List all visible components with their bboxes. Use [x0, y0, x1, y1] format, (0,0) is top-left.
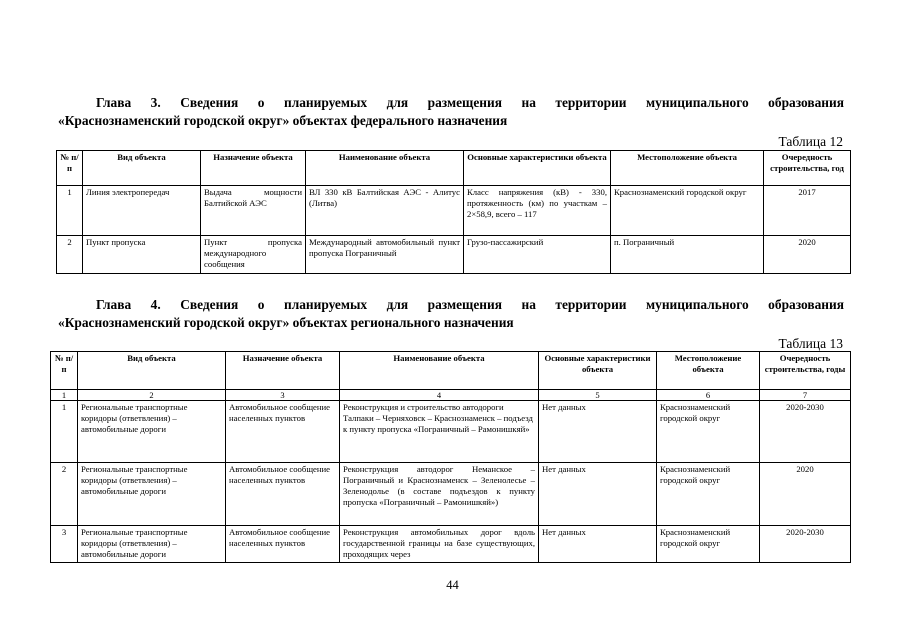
row-location: Краснознаменский городской округ	[657, 463, 760, 526]
table-row	[51, 526, 851, 563]
row-name: Реконструкция автомобильных дорог вдоль государственной границы на базе существующих, проходящих через	[340, 526, 539, 563]
chapter-4-heading-line2: «Краснознаменский городской округ» объектах регионального назначения	[58, 315, 514, 330]
header-location: Местоположение объекта	[657, 352, 760, 390]
row-year: 2017	[764, 186, 851, 236]
chapter-4-heading-line1: Глава 4. Сведения о планируемых для размещения на территории муниципального образования	[96, 297, 844, 312]
row-num: 3	[51, 526, 78, 563]
row-characteristics: Нет данных	[539, 526, 657, 563]
chapter-3-heading-line1: Глава 3. Сведения о планируемых для размещения на территории муниципального образования	[96, 95, 844, 110]
header-num: № п/п	[51, 352, 78, 390]
row-num: 2	[51, 463, 78, 526]
col-number: 2	[78, 390, 226, 401]
row-name: Реконструкция и строительство автодороги Талпаки – Черняховск – Краснознаменск – подъезд к пункту пропуска «Пограничный – Рамонишкяй»	[340, 401, 539, 463]
row-purpose: Автомобильное сообщение населенных пунктов	[226, 526, 340, 563]
row-purpose: Выдача мощности Балтийской АЭС	[201, 186, 306, 236]
col-number: 1	[51, 390, 78, 401]
row-characteristics: Нет данных	[539, 401, 657, 463]
header-type: Вид объекта	[83, 151, 201, 186]
row-type: Пункт пропуска	[83, 236, 201, 274]
header-year: Очередность строительства, год	[764, 151, 851, 186]
row-location: Краснознаменский городской округ	[657, 401, 760, 463]
row-name: Международный автомобильный пункт пропуска Пограничный	[306, 236, 464, 274]
row-year: 2020	[760, 463, 851, 526]
row-location: Краснознаменский городской округ	[611, 186, 764, 236]
row-year: 2020	[764, 236, 851, 274]
row-purpose: Автомобильное сообщение населенных пунктов	[226, 401, 340, 463]
row-num: 1	[51, 401, 78, 463]
row-year: 2020-2030	[760, 526, 851, 563]
header-characteristics: Основные характеристики объекта	[464, 151, 611, 186]
row-name: ВЛ 330 кВ Балтийская АЭС - Алитус (Литва)	[306, 186, 464, 236]
header-characteristics: Основные характеристики объекта	[539, 352, 657, 390]
header-purpose: Назначение объекта	[226, 352, 340, 390]
row-location: Краснознаменский городской округ	[657, 526, 760, 563]
table-12-header-row	[57, 151, 851, 186]
row-year: 2020-2030	[760, 401, 851, 463]
row-location: п. Пограничный	[611, 236, 764, 274]
table-12	[56, 150, 851, 274]
header-location: Местоположение объекта	[611, 151, 764, 186]
col-number: 4	[340, 390, 539, 401]
header-num: № п/п	[57, 151, 83, 186]
row-type: Региональные транспортные коридоры (ответвления) – автомобильные дороги	[78, 401, 226, 463]
row-num: 2	[57, 236, 83, 274]
row-purpose: Пункт пропуска международного сообщения	[201, 236, 306, 274]
row-characteristics: Нет данных	[539, 463, 657, 526]
col-number: 7	[760, 390, 851, 401]
row-type: Региональные транспортные коридоры (ответвления) – автомобильные дороги	[78, 526, 226, 563]
table-row	[57, 236, 851, 274]
table-row	[51, 401, 851, 463]
header-year: Очередность строительства, годы	[760, 352, 851, 390]
row-num: 1	[57, 186, 83, 236]
header-purpose: Назначение объекта	[201, 151, 306, 186]
row-characteristics: Класс напряжения (кВ) - 330, протяженность (км) по участкам – 2×58,9, всего – 117	[464, 186, 611, 236]
row-purpose: Автомобильное сообщение населенных пунктов	[226, 463, 340, 526]
col-number: 6	[657, 390, 760, 401]
chapter-3-heading	[58, 94, 844, 130]
row-type: Региональные транспортные коридоры (ответвления) – автомобильные дороги	[78, 463, 226, 526]
row-name: Реконструкция автодорог Неманское – Пограничный и Краснознаменск – Зеленолесье – Зеленодолье (в составе подъездов к пункту пропуска «Пограничный – Рамонишкяй»)	[340, 463, 539, 526]
table-row	[57, 186, 851, 236]
chapter-3-heading-line2: «Краснознаменский городской округ» объектах федерального назначения	[58, 113, 508, 128]
header-type: Вид объекта	[78, 352, 226, 390]
table-row	[51, 463, 851, 526]
table-12-caption: Таблица 12	[778, 134, 843, 149]
table-13-caption: Таблица 13	[778, 336, 843, 351]
header-name: Наименование объекта	[306, 151, 464, 186]
table-13	[50, 351, 851, 563]
row-type: Линия электропередач	[83, 186, 201, 236]
column-number-row	[51, 390, 851, 401]
col-number: 5	[539, 390, 657, 401]
row-characteristics: Грузо-пассажирский	[464, 236, 611, 274]
table-13-header-row	[51, 352, 851, 390]
chapter-4-heading	[58, 296, 844, 332]
col-number: 3	[226, 390, 340, 401]
page-number: 44	[446, 578, 459, 592]
header-name: Наименование объекта	[340, 352, 539, 390]
